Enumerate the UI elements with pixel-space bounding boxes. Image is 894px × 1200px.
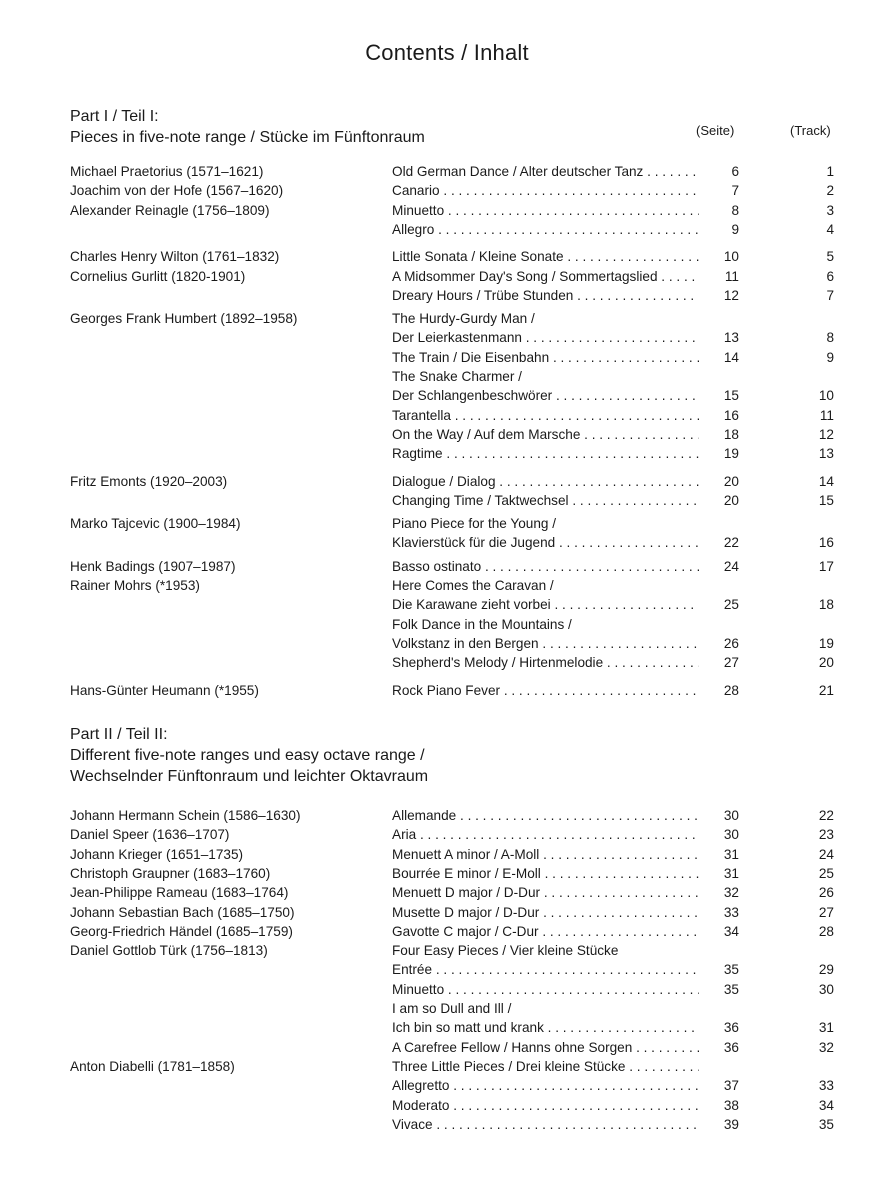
contents-entry bbox=[0, 825, 894, 844]
piece-title-text: Rock Piano Fever bbox=[392, 682, 501, 698]
piece-title-text: Folk Dance in the Mountains / bbox=[392, 616, 572, 632]
track-number: 20 bbox=[818, 655, 834, 671]
dot-leader bbox=[522, 330, 699, 345]
contents-entry bbox=[0, 444, 894, 463]
contents-entry bbox=[0, 1115, 894, 1134]
track-number: 32 bbox=[818, 1039, 834, 1055]
contents-entry bbox=[0, 386, 894, 405]
page-number: 15 bbox=[723, 388, 739, 404]
part-1-label: Part I / Teil I: bbox=[70, 108, 159, 125]
page-title: Contents / Inhalt bbox=[365, 40, 529, 65]
piece-title-text: The Train / Die Eisenbahn bbox=[392, 349, 550, 365]
piece-title bbox=[392, 267, 699, 286]
contents-entry bbox=[0, 615, 894, 634]
piece-title bbox=[392, 557, 699, 576]
track-number: 2 bbox=[826, 183, 834, 199]
composer-name: Charles Henry Wilton (1761–1832) bbox=[70, 249, 280, 265]
page-number: 35 bbox=[723, 962, 739, 978]
track-number: 27 bbox=[818, 904, 834, 920]
dot-leader bbox=[539, 847, 699, 862]
piece-title bbox=[392, 576, 699, 595]
piece-title-text: Tarantella bbox=[392, 407, 451, 423]
piece-title bbox=[392, 220, 699, 239]
piece-title-text: Moderato bbox=[392, 1097, 450, 1113]
track-number: 33 bbox=[818, 1078, 834, 1094]
piece-title-text: Bourrée E minor / E-Moll bbox=[392, 865, 541, 881]
piece-title-text: Canario bbox=[392, 183, 440, 199]
track-number: 1 bbox=[826, 164, 834, 179]
contents-entry bbox=[0, 514, 894, 533]
page-number: 6 bbox=[731, 164, 739, 179]
track-number: 25 bbox=[818, 865, 834, 881]
dot-leader bbox=[444, 203, 699, 218]
page-number: 10 bbox=[723, 249, 739, 265]
piece-title bbox=[392, 922, 699, 941]
piece-title-text: Piano Piece for the Young / bbox=[392, 516, 557, 532]
contents-entry bbox=[0, 533, 894, 552]
track-number: 35 bbox=[818, 1116, 834, 1132]
dot-leader bbox=[444, 982, 699, 997]
piece-title bbox=[392, 1115, 699, 1134]
contents-entry bbox=[0, 903, 894, 922]
dot-leader bbox=[569, 493, 699, 508]
track-number: 13 bbox=[818, 446, 834, 462]
piece-title bbox=[392, 960, 699, 979]
contents-entry bbox=[0, 806, 894, 825]
page-number: 24 bbox=[723, 558, 739, 574]
piece-title-text: Menuett A minor / A-Moll bbox=[392, 846, 540, 862]
composer-name: Georg-Friedrich Händel (1685–1759) bbox=[70, 923, 293, 939]
piece-title-text: A Midsommer Day's Song / Sommertagslied bbox=[392, 268, 658, 284]
piece-title-text: Ragtime bbox=[392, 446, 443, 462]
part-2-heading bbox=[70, 724, 836, 787]
piece-title bbox=[392, 472, 699, 491]
contents-entry bbox=[0, 999, 894, 1018]
composer-name: Henk Badings (1907–1987) bbox=[70, 558, 236, 574]
page-number: 39 bbox=[723, 1116, 739, 1132]
contents-entry bbox=[0, 681, 894, 700]
piece-title-text: Volkstanz in den Bergen bbox=[392, 635, 539, 651]
contents-entry bbox=[0, 845, 894, 864]
track-number: 11 bbox=[819, 407, 834, 423]
piece-title bbox=[392, 681, 699, 700]
piece-title bbox=[392, 883, 699, 902]
composer-name: Rainer Mohrs (*1953) bbox=[70, 578, 200, 593]
contents-entry bbox=[0, 1018, 894, 1037]
dot-leader bbox=[449, 1098, 699, 1113]
contents-entry bbox=[0, 367, 894, 386]
piece-title-text: The Hurdy-Gurdy Man / bbox=[392, 311, 535, 327]
track-number: 18 bbox=[818, 597, 834, 613]
piece-title bbox=[392, 406, 699, 425]
track-number: 15 bbox=[818, 492, 834, 508]
piece-title bbox=[392, 514, 699, 533]
track-number: 26 bbox=[818, 885, 834, 901]
composer-name: Daniel Gottlob Türk (1756–1813) bbox=[70, 943, 268, 959]
contents-entry bbox=[0, 181, 894, 200]
contents-entry bbox=[0, 595, 894, 614]
piece-title-text: Four Easy Pieces / Vier kleine Stücke bbox=[392, 943, 619, 959]
piece-title-text: Vivace bbox=[392, 1116, 433, 1132]
piece-title-text: Musette D major / D-Dur bbox=[392, 904, 540, 920]
piece-title-text: Allegro bbox=[392, 221, 435, 237]
composer-name: Cornelius Gurlitt (1820-1901) bbox=[70, 268, 246, 284]
composer-name: Alexander Reinagle (1756–1809) bbox=[70, 202, 270, 218]
composer-name: Anton Diabelli (1781–1858) bbox=[70, 1058, 235, 1074]
track-number: 17 bbox=[818, 558, 834, 574]
dot-leader bbox=[539, 924, 699, 939]
piece-title-text: Old German Dance / Alter deutscher Tanz bbox=[392, 164, 644, 179]
page-number: 7 bbox=[731, 183, 739, 199]
piece-title-text: Der Leierkastenmann bbox=[392, 330, 522, 346]
page-number: 16 bbox=[723, 407, 739, 423]
page-number: 36 bbox=[723, 1020, 739, 1036]
dot-leader bbox=[432, 962, 699, 977]
piece-title bbox=[392, 367, 699, 386]
page-number: 28 bbox=[723, 682, 739, 698]
piece-title-text: Basso ostinato bbox=[392, 558, 482, 574]
dot-leader bbox=[443, 446, 699, 461]
piece-title bbox=[392, 1038, 699, 1057]
piece-title-text: Three Little Pieces / Drei kleine Stücke bbox=[392, 1058, 626, 1074]
piece-title bbox=[392, 328, 699, 347]
contents-entry bbox=[0, 634, 894, 653]
contents-entry bbox=[0, 576, 894, 595]
page-number: 38 bbox=[723, 1097, 739, 1113]
track-number: 10 bbox=[818, 388, 834, 404]
track-number: 8 bbox=[826, 330, 834, 346]
contents-entry bbox=[0, 247, 894, 266]
contents-entry bbox=[0, 201, 894, 220]
piece-title bbox=[392, 941, 699, 960]
page-number: 18 bbox=[723, 426, 739, 442]
contents-entry bbox=[0, 557, 894, 576]
dot-leader bbox=[544, 1020, 699, 1035]
page-number: 37 bbox=[723, 1078, 739, 1094]
piece-title-text: Minuetto bbox=[392, 202, 445, 218]
piece-title-text: I am so Dull and Ill / bbox=[392, 1001, 512, 1016]
piece-title-text: Die Karawane zieht vorbei bbox=[392, 597, 551, 613]
contents-entry bbox=[0, 960, 894, 979]
dot-leader bbox=[603, 655, 699, 670]
track-column-header: (Track) bbox=[790, 123, 831, 138]
piece-title-text: Ich bin so matt und krank bbox=[392, 1020, 544, 1036]
page-number: 27 bbox=[723, 655, 739, 671]
track-number: 22 bbox=[818, 808, 834, 823]
dot-leader bbox=[539, 905, 699, 920]
dot-leader bbox=[658, 269, 699, 284]
piece-title-text: Menuett D major / D-Dur bbox=[392, 885, 541, 901]
page-number: 26 bbox=[723, 635, 739, 651]
dot-leader bbox=[632, 1040, 699, 1055]
part-2-subtitle-line-1: Different five-note ranges und easy octave range / bbox=[70, 747, 425, 764]
composer-name: Johann Krieger (1651–1735) bbox=[70, 846, 244, 862]
piece-title bbox=[392, 615, 699, 634]
track-number: 31 bbox=[818, 1020, 834, 1036]
piece-title bbox=[392, 533, 699, 552]
page-number: 20 bbox=[723, 492, 739, 508]
page-number: 30 bbox=[723, 827, 739, 843]
page-number: 13 bbox=[723, 330, 739, 346]
piece-title bbox=[392, 425, 699, 444]
track-number: 14 bbox=[818, 473, 834, 489]
piece-title-text: Allegretto bbox=[392, 1078, 450, 1094]
page-number: 32 bbox=[723, 885, 739, 901]
composer-name: Fritz Emonts (1920–2003) bbox=[70, 473, 228, 489]
contents-entry bbox=[0, 328, 894, 347]
composer-name: Johann Hermann Schein (1586–1630) bbox=[70, 808, 301, 823]
contents-entry bbox=[0, 980, 894, 999]
dot-leader bbox=[539, 636, 699, 651]
part-2-subtitle-line-2: Wechselnder Fünftonraum und leichter Oktavraum bbox=[70, 768, 429, 785]
piece-title-text: Entrée bbox=[392, 962, 433, 978]
contents-entry bbox=[0, 1038, 894, 1057]
composer-name: Daniel Speer (1636–1707) bbox=[70, 827, 230, 843]
contents-entry bbox=[0, 922, 894, 941]
dot-leader bbox=[416, 827, 699, 842]
page-number: 34 bbox=[723, 923, 739, 939]
piece-title-text: On the Way / Auf dem Marsche bbox=[392, 426, 581, 442]
piece-title bbox=[392, 864, 699, 883]
track-number: 3 bbox=[826, 202, 834, 218]
page-number: 31 bbox=[723, 865, 739, 881]
composer-name: Michael Praetorius (1571–1621) bbox=[70, 164, 264, 179]
dot-leader bbox=[564, 249, 699, 264]
piece-title bbox=[392, 491, 699, 510]
contents-entry bbox=[0, 864, 894, 883]
track-number: 4 bbox=[826, 221, 834, 237]
dot-leader bbox=[580, 427, 699, 442]
piece-title-text: Little Sonata / Kleine Sonate bbox=[392, 249, 564, 265]
contents-entry bbox=[0, 491, 894, 510]
piece-title bbox=[392, 386, 699, 405]
part-2-label: Part II / Teil II: bbox=[70, 726, 168, 743]
page-number: 25 bbox=[723, 597, 739, 613]
piece-title-text: Here Comes the Caravan / bbox=[392, 578, 554, 593]
page-number: 9 bbox=[731, 221, 739, 237]
dot-leader bbox=[440, 183, 699, 198]
piece-title bbox=[392, 247, 699, 266]
track-number: 23 bbox=[818, 827, 834, 843]
piece-title bbox=[392, 634, 699, 653]
composer-name: Jean-Philippe Rameau (1683–1764) bbox=[70, 885, 289, 901]
dot-leader bbox=[500, 683, 699, 698]
page-number: 31 bbox=[723, 846, 739, 862]
dot-leader bbox=[625, 1059, 699, 1074]
piece-title bbox=[392, 845, 699, 864]
track-number: 24 bbox=[818, 846, 834, 862]
piece-title bbox=[392, 825, 699, 844]
contents-entry bbox=[0, 220, 894, 239]
page-number: 36 bbox=[723, 1039, 739, 1055]
composer-name: Christoph Graupner (1683–1760) bbox=[70, 865, 271, 881]
page-number: 30 bbox=[723, 808, 739, 823]
composer-name: Hans-Günter Heumann (*1955) bbox=[70, 682, 259, 698]
contents-entry bbox=[0, 653, 894, 672]
piece-title-text: Minuetto bbox=[392, 981, 445, 997]
dot-leader bbox=[451, 408, 699, 423]
piece-title bbox=[392, 1096, 699, 1115]
composer-name: Joachim von der Hofe (1567–1620) bbox=[70, 183, 284, 199]
dot-leader bbox=[449, 1078, 699, 1093]
piece-title bbox=[392, 980, 699, 999]
page-number: 20 bbox=[723, 473, 739, 489]
page-number: 11 bbox=[724, 268, 739, 284]
page-number: 22 bbox=[723, 535, 739, 551]
page-number: 33 bbox=[723, 904, 739, 920]
dot-leader bbox=[552, 388, 699, 403]
track-number: 34 bbox=[818, 1097, 834, 1113]
page-number: 14 bbox=[723, 349, 739, 365]
piece-title bbox=[392, 444, 699, 463]
composer-name: Georges Frank Humbert (1892–1958) bbox=[70, 311, 298, 327]
track-number: 21 bbox=[818, 682, 834, 698]
contents-entry bbox=[0, 406, 894, 425]
dot-leader bbox=[496, 474, 699, 489]
contents-entry bbox=[0, 425, 894, 444]
contents-entry bbox=[0, 267, 894, 286]
piece-title bbox=[392, 181, 699, 200]
track-number: 29 bbox=[818, 962, 834, 978]
dot-leader bbox=[456, 808, 699, 823]
contents-entry bbox=[0, 309, 894, 328]
composer-name: Johann Sebastian Bach (1685–1750) bbox=[70, 904, 295, 920]
track-number: 6 bbox=[826, 268, 834, 284]
dot-leader bbox=[434, 222, 699, 237]
dot-leader bbox=[555, 535, 699, 550]
piece-title bbox=[392, 309, 699, 328]
piece-title-text: The Snake Charmer / bbox=[392, 369, 522, 384]
track-number: 19 bbox=[818, 635, 834, 651]
piece-title-text: Dialogue / Dialog bbox=[392, 473, 496, 489]
contents-entry bbox=[0, 883, 894, 902]
dot-leader bbox=[481, 559, 699, 574]
dot-leader bbox=[541, 866, 699, 881]
track-number: 7 bbox=[826, 287, 834, 303]
contents-entry bbox=[0, 348, 894, 367]
page-number: 8 bbox=[731, 202, 739, 218]
piece-title bbox=[392, 286, 699, 305]
contents-entry bbox=[0, 1076, 894, 1095]
piece-title bbox=[392, 999, 699, 1018]
piece-title bbox=[392, 162, 699, 181]
contents-entry bbox=[0, 941, 894, 960]
piece-title-text: A Carefree Fellow / Hanns ohne Sorgen bbox=[392, 1039, 633, 1055]
dot-leader bbox=[573, 288, 699, 303]
contents-entry bbox=[0, 1057, 894, 1076]
page-number: 12 bbox=[723, 287, 739, 303]
contents-entry bbox=[0, 162, 894, 181]
piece-title bbox=[392, 806, 699, 825]
page-number: 19 bbox=[723, 446, 739, 462]
piece-title-text: Der Schlangenbeschwörer bbox=[392, 388, 553, 404]
piece-title bbox=[392, 653, 699, 672]
piece-title-text: Aria bbox=[392, 827, 417, 843]
piece-title bbox=[392, 201, 699, 220]
dot-leader bbox=[549, 350, 699, 365]
part-1-subtitle: Pieces in five-note range / Stücke im Fünftonraum bbox=[70, 129, 425, 146]
piece-title-text: Shepherd's Melody / Hirtenmelodie bbox=[392, 655, 604, 671]
piece-title bbox=[392, 348, 699, 367]
contents-entry bbox=[0, 286, 894, 305]
track-number: 5 bbox=[826, 249, 834, 265]
contents-entry bbox=[0, 1096, 894, 1115]
composer-name: Marko Tajcevic (1900–1984) bbox=[70, 516, 241, 532]
page-number: 35 bbox=[723, 981, 739, 997]
piece-title-text: Dreary Hours / Trübe Stunden bbox=[392, 287, 574, 303]
dot-leader bbox=[540, 885, 699, 900]
track-number: 16 bbox=[818, 535, 834, 551]
dot-leader bbox=[643, 164, 699, 179]
dot-leader bbox=[551, 597, 699, 612]
track-number: 9 bbox=[826, 349, 834, 365]
piece-title bbox=[392, 1057, 699, 1076]
piece-title bbox=[392, 595, 699, 614]
piece-title-text: Klavierstück für die Jugend bbox=[392, 535, 556, 551]
piece-title-text: Changing Time / Taktwechsel bbox=[392, 492, 569, 508]
piece-title bbox=[392, 903, 699, 922]
page-column-header: (Seite) bbox=[696, 123, 735, 138]
contents-entry bbox=[0, 472, 894, 491]
track-number: 30 bbox=[818, 981, 834, 997]
piece-title-text: Gavotte C major / C-Dur bbox=[392, 923, 539, 939]
dot-leader bbox=[433, 1117, 699, 1132]
track-number: 12 bbox=[818, 426, 834, 442]
track-number: 28 bbox=[818, 923, 834, 939]
piece-title bbox=[392, 1018, 699, 1037]
piece-title-text: Allemande bbox=[392, 808, 457, 823]
piece-title bbox=[392, 1076, 699, 1095]
